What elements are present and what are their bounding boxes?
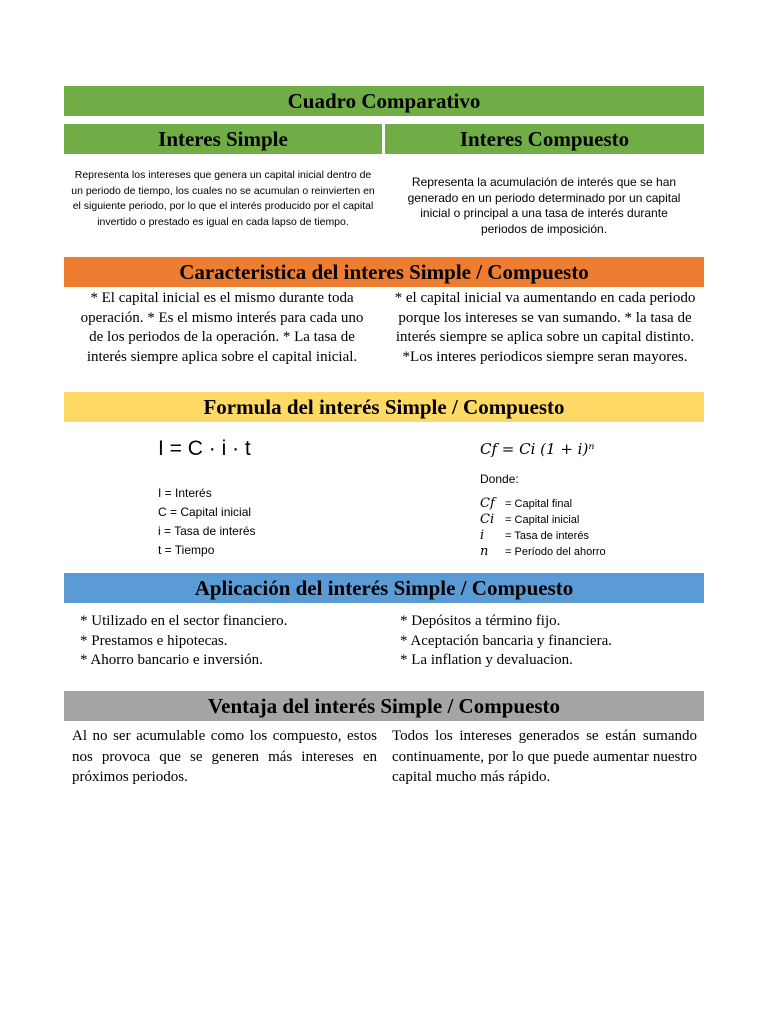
legend-text: = Capital final [505,498,573,510]
legend-item: t = Tiempo [158,543,215,557]
formula-compuesto-donde: Donde: [480,472,519,486]
page-title: Cuadro Comparativo [64,86,704,116]
section-formula-title: Formula del interés Simple / Compuesto [64,392,704,422]
list-item: * La inflation y devaluacion. [400,652,573,668]
legend-item [480,512,606,528]
legend-symbol: n [480,544,489,559]
caracteristicas-compuesto: * el capital inicial va aumentando en cada periodo porque los intereses se van sumando. * la tasa de interés siempre se aplica sobre un capital distinto. *Los interes periodicos siempre seran mayores. [394,290,696,365]
formula-compuesto [480,434,606,560]
aplicacion-simple-list [80,612,287,671]
header-interes-compuesto: Interes Compuesto [385,124,704,154]
legend-symbol: i [480,528,485,543]
definition-compuesto: Representa la acumulación de interés que se han generado en un periodo determinado por un capital inicial o principal a una tasa de interés durante periodos de imposición. [407,175,681,236]
list-item: * Ahorro bancario e inversión. [80,652,263,668]
list-item: * Utilizado en el sector financiero. [80,613,288,629]
legend-text: = Tasa de interés [505,530,589,542]
legend-symbol: Cf [480,496,495,511]
caracteristicas-simple: * El capital inicial es el mismo durante toda operación. * Es el mismo interés para cada uno de los periodos de la operación. * La tasa de interés siempre aplica sobre el capital inicial. [80,290,364,365]
ventaja-compuesto: Todos los intereses generados se están sumando continuamente, por lo que puede aumentar nuestro capital mucho más rápido. [392,728,697,785]
legend-item [480,544,606,560]
list-item: * Aceptación bancaria y financiera. [400,632,612,649]
formula-compuesto-equation: Cf = Ci (1 + i)ⁿ [480,440,595,458]
formula-simple [158,434,256,560]
legend-symbol: Ci [480,512,495,527]
legend-item: I = Interés [158,486,212,500]
header-interes-simple: Interes Simple [64,124,382,154]
section-caracteristicas-title: Caracteristica del interes Simple / Compuesto [64,257,704,287]
legend-item [480,528,606,544]
formula-simple-legend [158,484,256,560]
legend-item: i = Tasa de interés [158,524,256,538]
legend-item [480,496,606,512]
list-item: * Prestamos e hipotecas. [80,632,228,649]
section-aplicacion-title: Aplicación del interés Simple / Compuesto [64,573,704,603]
section-ventaja-title: Ventaja del interés Simple / Compuesto [64,691,704,721]
legend-text: = Capital inicial [505,514,580,526]
ventaja-simple: Al no ser acumulable como los compuesto, estos nos provoca que se generen más intereses en próximos periodos. [72,728,377,785]
definition-simple: Representa los intereses que genera un capital inicial dentro de un periodo de tiempo, los cuales no se acumulan o reinvierten en el siguiente periodo, por lo que el interés producido por el capital invertido o prestado es igual en cada lapso de tiempo. [71,169,375,228]
legend-text: = Período del ahorro [505,546,606,558]
formula-simple-equation: I = C · i · t [158,437,251,460]
formula-compuesto-legend [480,496,606,560]
aplicacion-compuesto-list [400,612,612,671]
list-item: * Depósitos a término fijo. [400,613,561,629]
legend-item: C = Capital inicial [158,505,252,519]
